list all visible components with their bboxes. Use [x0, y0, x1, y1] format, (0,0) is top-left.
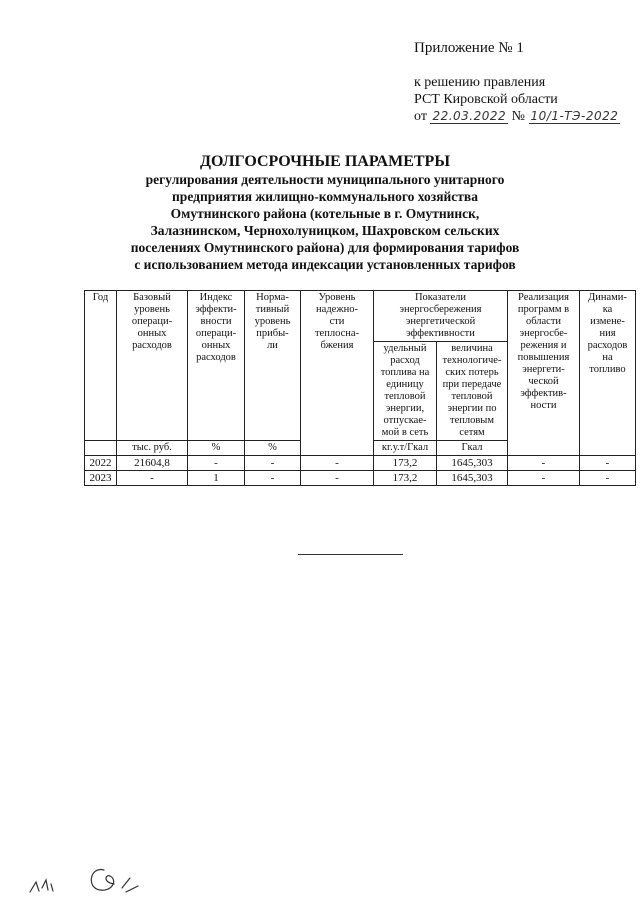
unit-base: тыс. руб. [117, 441, 188, 456]
col-header-specific-fuel: удельный расход топлива на единицу тепловой энергии, отпускае- мой в сеть [374, 342, 437, 441]
col-header-energy-group: Показатели энергосбережения энергетической эффективности [374, 291, 508, 342]
col-header-profit: Норма- тивный уровень прибы- ли [245, 291, 301, 441]
cell-base: - [117, 471, 188, 486]
cell-profit: - [245, 456, 301, 471]
unit-profit: % [245, 441, 301, 456]
unit-index: % [188, 441, 245, 456]
decision-number: 10/1-ТЭ-2022 [530, 109, 619, 123]
cell-programs: - [508, 471, 580, 486]
document-title [90, 153, 560, 273]
cell-losses: 1645,303 [437, 456, 508, 471]
number-label: № [511, 109, 526, 124]
cell-fuel-dynamics: - [580, 456, 636, 471]
col-header-year: Год [85, 291, 117, 441]
cell-year: 2023 [85, 471, 117, 486]
cell-profit: - [245, 471, 301, 486]
cell-reliability: - [301, 471, 374, 486]
decision-line-1: к решению правления [414, 75, 546, 90]
unit-year [85, 441, 117, 456]
separator-line [298, 554, 403, 555]
decision-date: 22.03.2022 [432, 109, 507, 123]
col-header-reliability: Уровень надежно- сти теплосна- бжения [301, 291, 374, 456]
cell-fuel-dynamics: - [580, 471, 636, 486]
unit-specific-fuel: кг.у.т/Гкал [374, 441, 437, 456]
cell-year: 2022 [85, 456, 117, 471]
decision-line-2: РСТ Кировской области [414, 92, 558, 107]
table-row [85, 456, 636, 471]
decision-date-line [414, 108, 620, 125]
parameters-table [84, 290, 636, 486]
cell-losses: 1645,303 [437, 471, 508, 486]
cell-reliability: - [301, 456, 374, 471]
table-row [85, 471, 636, 486]
cell-programs: - [508, 456, 580, 471]
col-header-losses: величина технологиче- ских потерь при передаче тепловой энергии по тепловым сетям [437, 342, 508, 441]
signature-scribble [26, 858, 176, 898]
col-header-fuel-dynamics: Динами- ка измене- ния расходов на топливо [580, 291, 636, 456]
title-main: ДОЛГОСРОЧНЫЕ ПАРАМЕТРЫ [199, 153, 451, 170]
unit-losses: Гкал [437, 441, 508, 456]
cell-specific-fuel: 173,2 [374, 471, 437, 486]
cell-base: 21604,8 [117, 456, 188, 471]
appendix-label: Приложение № 1 [414, 40, 524, 56]
cell-index: - [188, 456, 245, 471]
from-label: от [414, 109, 427, 124]
decision-block [414, 74, 620, 125]
col-header-programs: Реализация программ в области энергосбе- режения и повышения энергети- ческой эффектив- ности [508, 291, 580, 456]
col-header-base: Базовый уровень операци- онных расходов [117, 291, 188, 441]
title-subtitle: регулирования деятельности муниципального унитарного предприятия жилищно-коммунального хозяйства Омутнинского района (котельные в г. Омутнинск, Залазнинском, Чернохолуницком, Шахровском сельских поселениях Омутнинского района) для формирования тарифов с использованием метода индексации установленных тарифов [130, 172, 520, 272]
cell-specific-fuel: 173,2 [374, 456, 437, 471]
table-header-row [85, 291, 636, 342]
cell-index: 1 [188, 471, 245, 486]
col-header-index: Индекс эффекти- вности операци- онных расходов [188, 291, 245, 441]
